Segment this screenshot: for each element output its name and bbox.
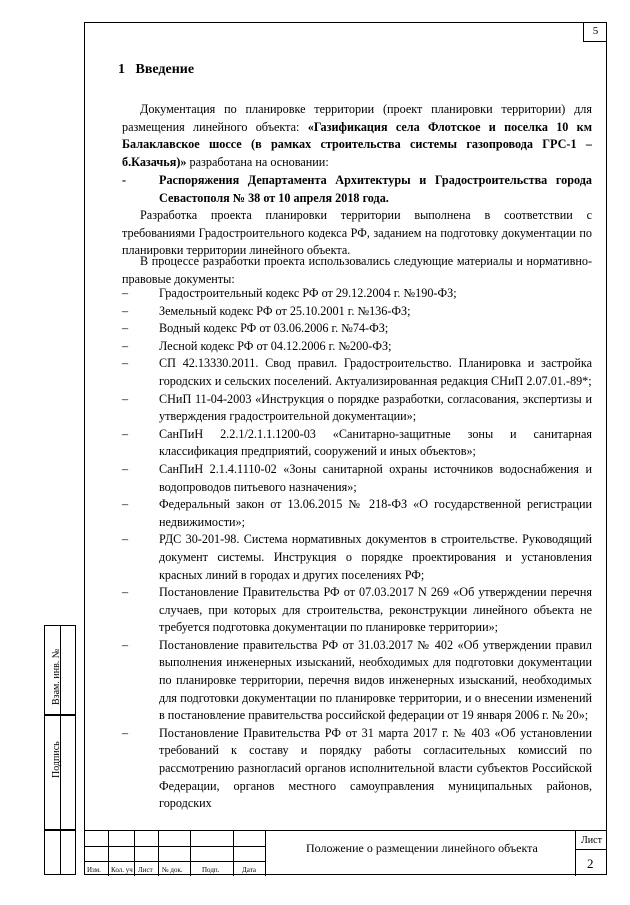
document-text: Постановление Правительства РФ от 31 марта 2017 г. № 403 «Об установлении требований к составу и порядку работы согласительных комиссий по рассмотрению разногласий органов исполнительной власти субъектов Российской Федерации, органов местного самоуправления муниципальных районов, городских bbox=[159, 725, 592, 811]
document-item bbox=[122, 338, 592, 356]
section-number: 1 bbox=[118, 62, 125, 77]
list-dash: – bbox=[122, 391, 129, 406]
document-text: Водный кодекс РФ от 03.06.2006 г. №74-ФЗ; bbox=[159, 321, 389, 336]
document-item bbox=[122, 355, 592, 390]
stamp-title: Положение о размещении линейного объекта bbox=[306, 841, 538, 855]
stamp-col-doc: № док. bbox=[162, 866, 183, 874]
intro-paragraph-3: В процессе разработки проекта использовались следующие материалы и нормативно-правовые документы: bbox=[122, 254, 592, 286]
stamp-col-izm: Изм. bbox=[87, 866, 101, 874]
document-text: СНиП 11-04-2003 «Инструкция о порядке разработки, согласования, экспертизы и утверждения градостроительной документации»; bbox=[159, 391, 592, 424]
document-text: СанПиН 2.1.4.1110-02 «Зоны санитарной охраны источников водоснабжения и водопроводов питьевого назначения»; bbox=[159, 461, 592, 494]
document-text: Постановление Правительства РФ от 07.03.2017 N 269 «Об утверждении перечня случаев, при которых для строительства, реконструкции линейного объекта не требуется подготовка документации по планировке территории»; bbox=[159, 585, 592, 635]
sheet-number: 2 bbox=[587, 856, 594, 871]
stamp-col-date: Дата bbox=[242, 866, 256, 874]
document-text: Постановление правительства РФ от 31.03.2017 № 402 «Об утверждении правил выполнения инженерных изысканий, необходимых для подготовки документации по планировке территории, перечня видов инженерных изысканий, необходимых для подготовки документации по планировке территории, и о внесении изменений в постановление правительства российской федерации от 19 января 2006 г. № 20»; bbox=[159, 637, 592, 723]
intro-paragraph-2: Разработка проекта планировки территории выполнена в соответствии с требованиями Градостроительного кодекса РФ, заданием на подготовку документации по планировки территории линейного объекта. bbox=[122, 208, 592, 258]
document-text: СП 42.13330.2011. Свод правил. Градостроительство. Планировка и застройка городских и сельских поселений. Актуализированная редакция СНиП 2.07.01.-89*; bbox=[159, 356, 592, 388]
title-block bbox=[84, 830, 607, 876]
document-item bbox=[122, 426, 592, 461]
intro-text-end: разработана на основании: bbox=[186, 154, 329, 169]
stamp-col-list: Лист bbox=[138, 866, 153, 874]
document-item bbox=[122, 725, 592, 813]
basis-text: Распоряжения Департамента Архитектуры и Градостроительства города Севастополя № 38 от 10 апреля 2018 года. bbox=[159, 173, 592, 205]
side-stamp-bottom bbox=[44, 830, 76, 875]
list-dash: – bbox=[122, 303, 129, 318]
documents-list bbox=[122, 285, 592, 813]
document-item bbox=[122, 320, 592, 338]
document-text: Федеральный закон от 13.06.2015 № 218-ФЗ «О государственной регистрации недвижимости»; bbox=[159, 497, 592, 529]
document-item bbox=[122, 303, 592, 321]
list-dash: – bbox=[122, 356, 129, 371]
sheet-label: Лист bbox=[581, 835, 602, 846]
list-dash: – bbox=[122, 532, 129, 547]
stamp-col-sign: Подп. bbox=[202, 866, 220, 874]
basis-item bbox=[122, 172, 592, 207]
list-dash: – bbox=[122, 286, 129, 300]
list-dash: – bbox=[122, 637, 129, 652]
document-text: СанПиН 2.2.1/2.1.1.1200-03 «Санитарно-защитные зоны и санитарная классификация предприятий, сооружений и иных объектов»; bbox=[159, 426, 592, 459]
list-dash: – bbox=[122, 426, 129, 441]
document-item bbox=[122, 531, 592, 584]
document-item bbox=[122, 461, 592, 496]
list-dash: – bbox=[122, 338, 129, 353]
document-item bbox=[122, 285, 592, 303]
section-heading bbox=[118, 62, 194, 78]
document-item bbox=[122, 391, 592, 426]
side-sign-label: Подпись bbox=[51, 741, 62, 778]
stamp-col-kol: Кол. уч bbox=[111, 866, 133, 874]
section-title: Введение bbox=[135, 62, 195, 77]
list-dash: – bbox=[122, 461, 129, 476]
side-inv-label: Взам. инв. № bbox=[51, 648, 62, 705]
intro-paragraph-1 bbox=[122, 101, 592, 171]
document-item bbox=[122, 637, 592, 725]
object-name: «Газификация села Флотское и поселка 10 км Балаклавское шоссе (в рамках строительства системы газопровода ГРС-1 – б.Казачья)» bbox=[122, 119, 592, 169]
document-text: Лесной кодекс РФ от 04.12.2006 г. №200-ФЗ; bbox=[159, 338, 392, 353]
document-text: РДС 30-201-98. Система нормативных документов в строительстве. Руководящий документ системы. Инструкция о порядке проектирования и установления красных линий в городах и других поселениях РФ; bbox=[159, 532, 592, 582]
list-dash: – bbox=[122, 321, 129, 336]
page-number: 5 bbox=[583, 22, 607, 42]
document-item bbox=[122, 496, 592, 531]
list-dash: – bbox=[122, 725, 129, 740]
document-text: Градостроительный кодекс РФ от 29.12.2004 г. №190-ФЗ; bbox=[159, 286, 457, 300]
document-text: Земельный кодекс РФ от 25.10.2001 г. №136-ФЗ; bbox=[159, 303, 411, 318]
list-dash: – bbox=[122, 497, 129, 512]
intro-text: Документация по планировке территории (проект планировки территории) для размещения линейного объекта: bbox=[122, 102, 592, 134]
basis-dash: - bbox=[122, 173, 127, 187]
document-item bbox=[122, 584, 592, 637]
list-dash: – bbox=[122, 585, 129, 600]
